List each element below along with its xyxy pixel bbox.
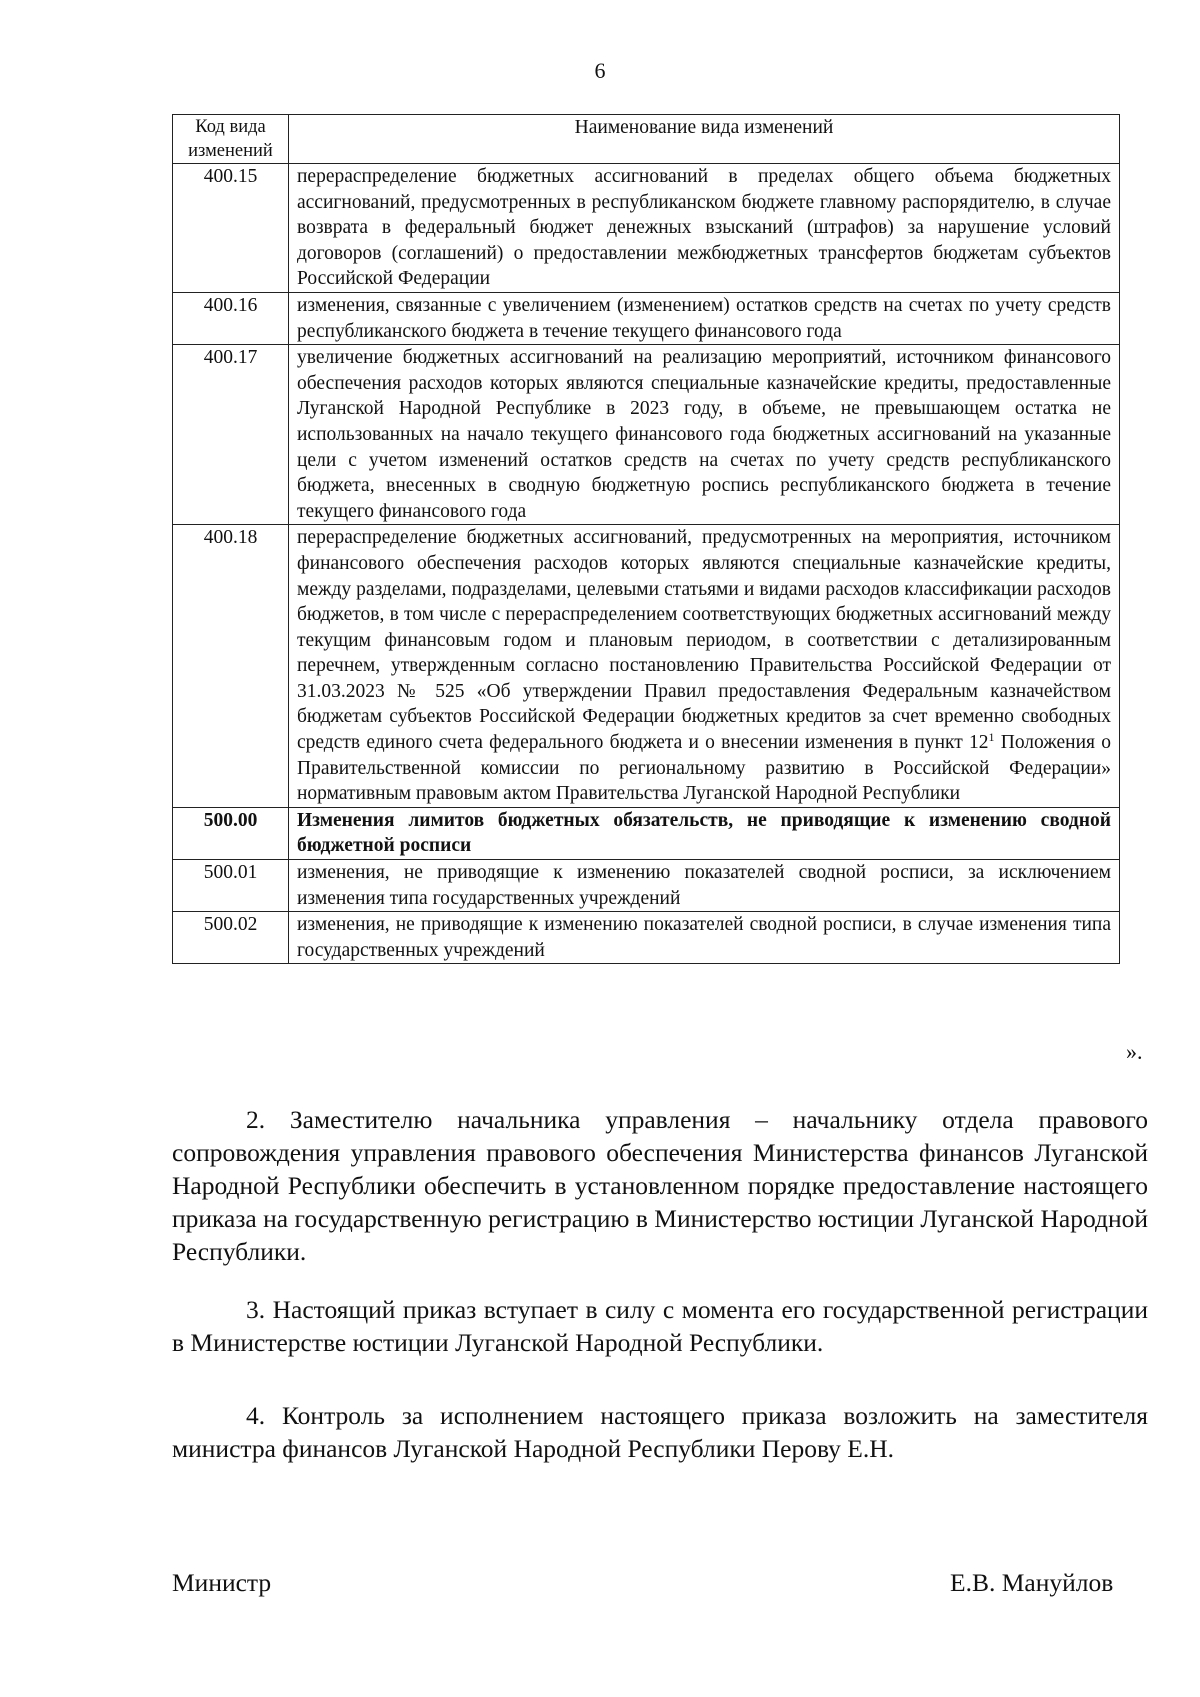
row-description: изменения, не приводящие к изменению показателей сводной росписи, за исключением изменения типа государственных учреждений	[289, 860, 1120, 912]
table-header-row	[173, 115, 1120, 164]
header-code: Код вида изменений	[173, 115, 289, 164]
table-row	[173, 345, 1120, 525]
superscript: 1	[988, 730, 995, 745]
paragraph-4: 4. Контроль за исполнением настоящего приказа возложить на заместителя министра финансов Луганской Народной Республики Перову Е.Н.	[172, 1401, 1148, 1463]
row-description: изменения, не приводящие к изменению показателей сводной росписи, в случае изменения типа государственных учреждений	[289, 912, 1120, 964]
row-code: 400.16	[173, 292, 289, 344]
header-name: Наименование вида изменений	[289, 115, 1120, 164]
paragraph-3: 3. Настоящий приказ вступает в силу с момента его государственной регистрации в Министерстве юстиции Луганской Народной Республики.	[172, 1295, 1148, 1357]
page-number: 6	[594, 58, 606, 83]
row-code: 500.00	[173, 807, 289, 859]
row-code: 400.17	[173, 345, 289, 525]
row-code: 500.01	[173, 860, 289, 912]
changes-table	[172, 114, 1120, 964]
row-description: перераспределение бюджетных ассигнований в пределах общего объема бюджетных ассигнований, предусмотренных в республиканском бюджете главному распорядителю, в случае возврата в федеральный бюджет денежных взысканий (штрафов) за нарушение условий договоров (соглашений) о предоставлении межбюджетных трансфертов бюджетам субъектов Российской Федерации	[289, 164, 1120, 293]
table-row	[173, 292, 1120, 344]
row-code: 500.02	[173, 912, 289, 964]
table-row	[173, 164, 1120, 293]
row-description: увеличение бюджетных ассигнований на реализацию мероприятий, источником финансового обеспечения расходов которых являются специальные казначейские кредиты, предоставленные Луганской Народной Республике в 2023 году, в объеме, не превышающем остатка не использованных на начало текущего финансового года бюджетных ассигнований на указанные цели с учетом изменений остатков средств на счетах по учету средств республиканского бюджета, внесенных в сводную бюджетную роспись республиканского бюджета в течение текущего финансового года	[289, 345, 1120, 525]
row-description	[289, 525, 1120, 808]
row-description-part: перераспределение бюджетных ассигнований, предусмотренных на мероприятия, источником финансового обеспечения расходов которых являются специальные казначейские кредиты, между разделами, подразделами, целевыми статьями и видами расходов классификации расходов бюджетов, в том числе с перераспределением соответствующих бюджетных ассигнований между текущим финансовым годом и плановым периодом, в соответствии с детализированным перечнем, утвержденным согласно постановлению Правительства Российской Федерации от 31.03.2023 № 525 «Об утверждении Правил предоставления Федеральным казначейством бюджетам субъектов Российской Федерации бюджетных кредитов за счет временно свободных средств единого счета федерального бюджета и о внесении изменения в пункт 12	[297, 527, 1111, 754]
paragraph-2: 2. Заместителю начальника управления – начальнику отдела правового сопровождения управления правового обеспечения Министерства финансов Луганской Народной Республики обеспечить в установленном порядке предоставление настоящего приказа на государственную регистрацию в Министерство юстиции Луганской Народной Республики.	[172, 1105, 1148, 1266]
row-code: 400.18	[173, 525, 289, 808]
row-description: Изменения лимитов бюджетных обязательств, не приводящие к изменению сводной бюджетной росписи	[289, 807, 1120, 859]
row-description: изменения, связанные с увеличением (изменением) остатков средств на счетах по учету средств республиканского бюджета в течение текущего финансового года	[289, 292, 1120, 344]
row-description-part: Положения о Правительственной комиссии по региональному развитию в Российской Федерации» нормативным правовым актом Правительства Луганской Народной Республики	[297, 732, 1111, 805]
table-row	[173, 912, 1120, 964]
table-row	[173, 860, 1120, 912]
table-row-section	[173, 807, 1120, 859]
signature-name: Е.В. Мануйлов	[950, 1568, 1114, 1597]
closing-quote: ».	[1126, 1039, 1143, 1064]
row-code: 400.15	[173, 164, 289, 293]
signature-title: Министр	[172, 1568, 272, 1597]
table-row	[173, 525, 1120, 808]
